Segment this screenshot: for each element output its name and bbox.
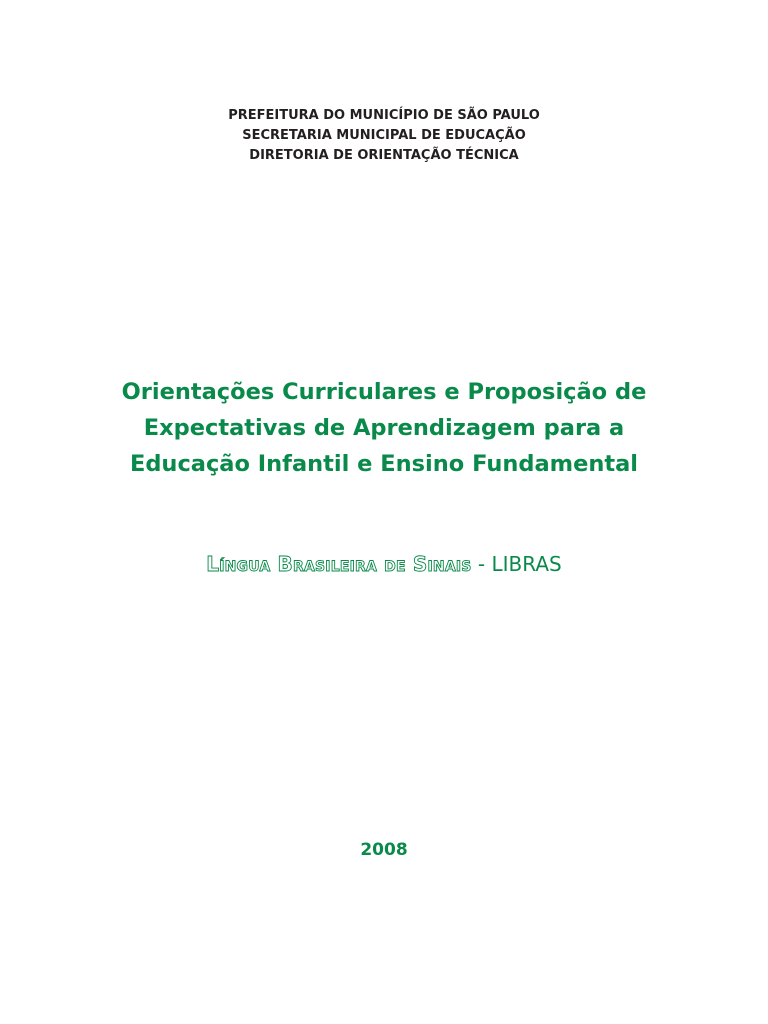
title-line-2: Expectativas de Aprendizagem para a	[143, 415, 625, 441]
title-line-1: Orientações Curriculares e Proposição de	[121, 379, 647, 405]
document-title	[0, 374, 768, 482]
subtitle-separator: -	[471, 552, 492, 576]
header-line-prefeitura: PREFEITURA DO MUNICÍPIO DE SÃO PAULO	[228, 108, 540, 123]
header-line-secretaria: SECRETARIA MUNICIPAL DE EDUCAÇÃO	[242, 128, 526, 143]
title-line-3: Educação Infantil e Ensino Fundamental	[129, 451, 639, 477]
institution-header	[0, 106, 768, 166]
publication-year: 2008	[360, 840, 408, 860]
document-subtitle	[0, 549, 768, 579]
subtitle-abbreviation: LIBRAS	[491, 552, 562, 576]
header-line-diretoria: DIRETORIA DE ORIENTAÇÃO TÉCNICA	[249, 148, 519, 163]
subtitle-language-name: Língua Brasileira de Sinais	[206, 552, 472, 576]
